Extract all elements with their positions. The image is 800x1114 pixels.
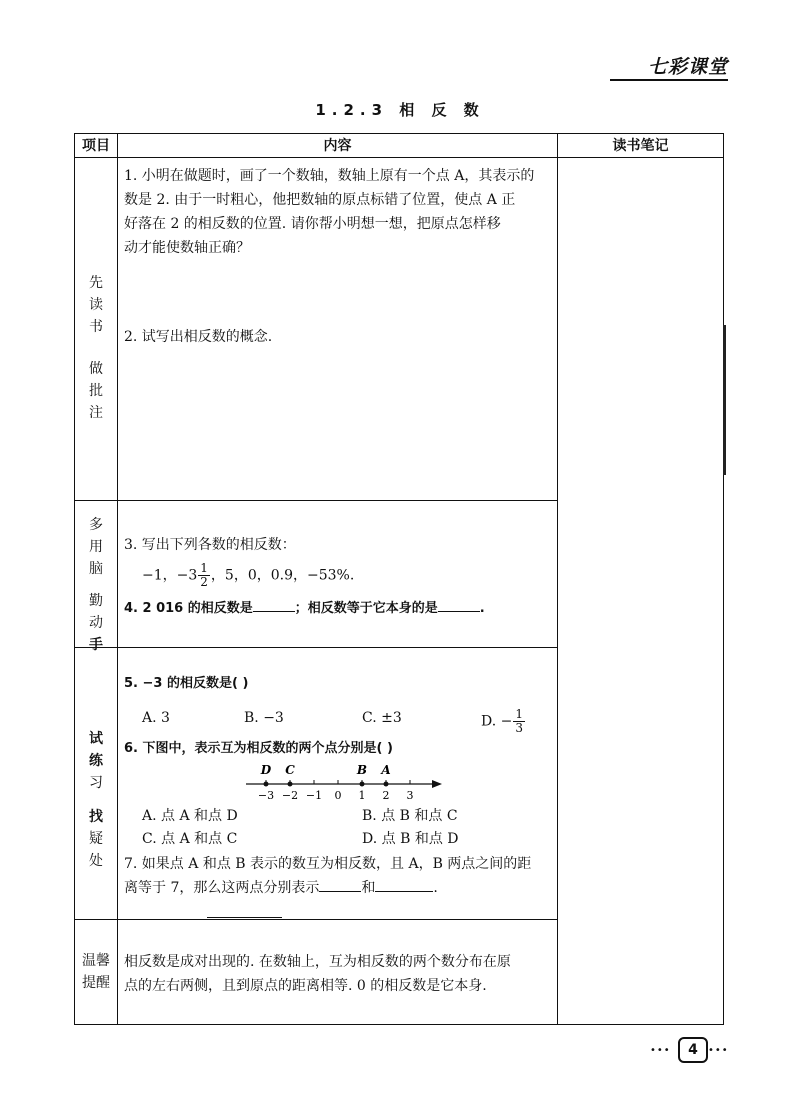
number-line-point xyxy=(360,782,365,787)
tip-text: 相反数是成对出现的. 在数轴上，互为相反数的两个数分布在原 点的左右两侧，且到原点的距离相等. 0 的相反数是它本身. xyxy=(124,954,511,994)
answer-blank xyxy=(253,597,295,612)
q5-option-b: B. −3 xyxy=(244,710,284,726)
q6-option-a: A. 点 A 和点 D xyxy=(142,808,238,824)
question-6: 6. 下图中，表示互为相反数的两个点分别是( ) xyxy=(124,741,393,756)
notes-column-divider xyxy=(557,133,558,1025)
number-line xyxy=(238,758,448,804)
number-line-point-label: A xyxy=(381,763,391,777)
number-line-tick-label: 3 xyxy=(406,789,414,802)
question-5: 5. −3 的相反数是( ) xyxy=(124,676,249,691)
footer-dots-right: ••• xyxy=(708,1045,729,1056)
q6-option-b: B. 点 B 和点 C xyxy=(362,808,458,824)
page-title: 1.2.3 相 反 数 xyxy=(315,101,485,119)
question-3: 3. 写出下列各数的相反数： xyxy=(124,537,296,553)
question-2: 2. 试写出相反数的概念. xyxy=(124,329,273,345)
number-line-tick-label: 1 xyxy=(358,789,366,802)
arrow-icon xyxy=(432,780,442,788)
question-3-list: −1，−3 $\frac{1}{2}$ ，5，0，0.9，−53%. xyxy=(142,561,355,589)
section-label-practice: 试 练 习 找 疑 处 xyxy=(89,731,103,869)
section-divider-3 xyxy=(74,919,557,920)
column-header-item: 项目 xyxy=(82,138,110,154)
number-line-tick-label: −3 xyxy=(257,789,275,802)
number-line-point-label: D xyxy=(260,763,272,777)
brand-logo: 七彩课堂 xyxy=(648,56,729,78)
column-header-notes: 读书笔记 xyxy=(612,138,669,154)
footer-dots-left: ••• xyxy=(650,1045,671,1056)
number-line-point xyxy=(264,782,269,787)
q6-option-c: C. 点 A 和点 C xyxy=(142,831,238,847)
q5-option-c: C. ±3 xyxy=(362,710,402,726)
question-7: 7. 如果点 A 和点 B 表示的数互为相反数，且 A，B 两点之间的距 离等于 7，那么这两点分别表示 和 . xyxy=(124,856,532,896)
section-label-read: 先 读 书 做 批 注 xyxy=(89,275,103,421)
number-line-point xyxy=(288,782,293,787)
number-line-point-label: B xyxy=(356,763,368,777)
section-divider-2 xyxy=(74,647,557,648)
number-line-tick-label: 2 xyxy=(382,789,390,802)
header-divider xyxy=(74,157,724,158)
fraction-one-third: $\frac{1}{3}$ xyxy=(515,707,523,735)
label-column-divider xyxy=(117,133,118,1025)
q5-option-a: A. 3 xyxy=(142,710,170,726)
section-label-think: 多 用 脑 勤 动 手 xyxy=(89,517,103,653)
fraction-one-half: $\frac{1}{2}$ xyxy=(200,561,208,589)
column-header-content: 内容 xyxy=(323,138,352,154)
answer-blank xyxy=(438,597,480,612)
question-4: 4. 2 016 的相反数是 ；相反数等于它本身的是 . xyxy=(124,597,554,621)
page-edge-bar xyxy=(723,325,726,475)
scribble-line xyxy=(207,917,282,918)
number-line-point xyxy=(384,782,389,787)
number-line-point-label: C xyxy=(285,763,295,777)
q6-option-d: D. 点 B 和点 D xyxy=(362,831,459,847)
q5-option-d: D. − $\frac{1}{3}$ xyxy=(481,707,523,735)
section-divider-1 xyxy=(74,500,557,501)
answer-blank xyxy=(375,877,433,892)
number-line-tick-label: −2 xyxy=(281,789,299,802)
brand-underline xyxy=(610,79,728,81)
answer-blank xyxy=(319,877,361,892)
section-label-tip: 温馨 提醒 xyxy=(82,953,110,991)
number-line-tick-label: −1 xyxy=(305,789,323,802)
page-number: 4 xyxy=(678,1037,708,1063)
question-1: 1. 小明在做题时，画了一个数轴，数轴上原有一个点 A，其表示的 数是 2. 由于一时粗心，他把数轴的原点标错了位置，使点 A 正 好落在 2 的相反数的位置. 请你帮小明想一想，把原点怎样移 动才能使数轴正确？ xyxy=(124,168,535,256)
number-line-tick-label: 0 xyxy=(334,789,342,802)
